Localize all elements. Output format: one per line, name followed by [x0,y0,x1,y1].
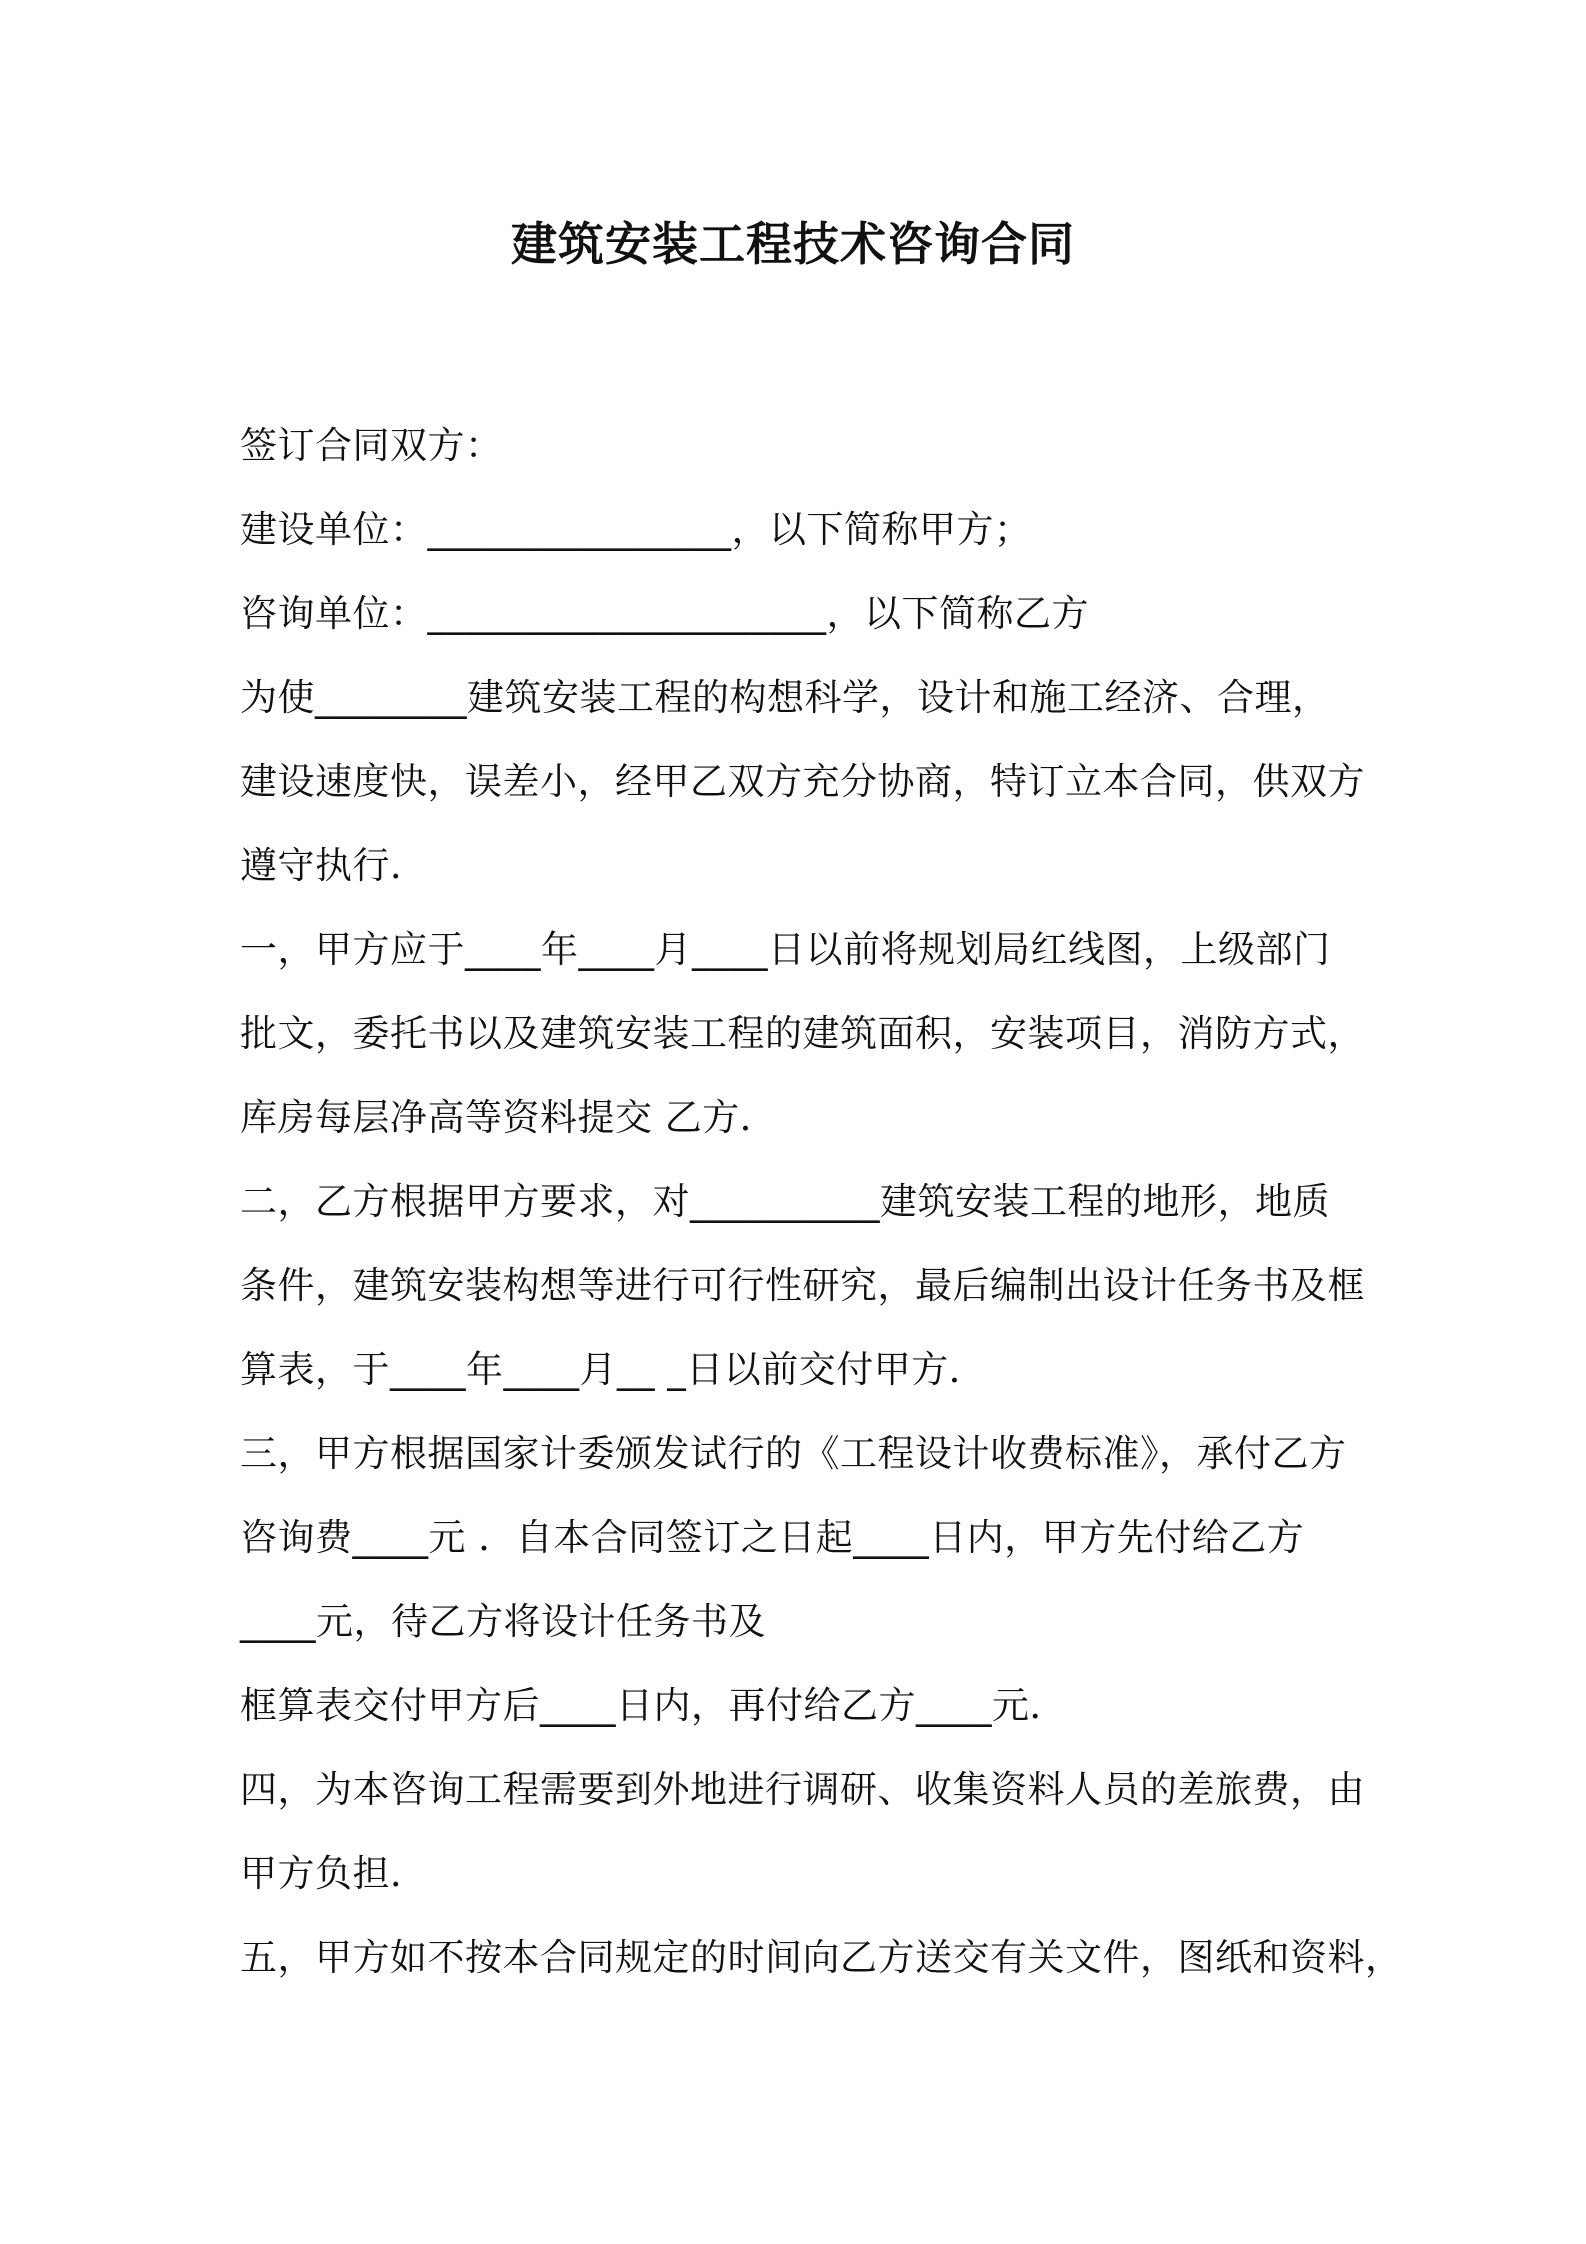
contract-line: 批文，委托书以及建筑安装工程的建筑面积，安装项目，消防方式， [240,1012,1365,1055]
contract-line: 甲方负担． [240,1852,428,1895]
contract-line: 框算表交付甲方后____日内，再付给乙方____元． [240,1684,1067,1727]
contract-line: 五，甲方如不按本合同规定的时间向乙方送交有关文件，图纸和资料， [240,1936,1403,1979]
contract-line: 咨询费____元 ．自本合同签订之日起____日内，甲方先付给乙方 [240,1516,1305,1559]
contract-line: 遵守执行． [240,844,428,887]
contract-line: 建设速度快，误差小，经甲乙双方充分协商，特订立本合同，供双方 [240,760,1365,803]
contract-line: 条件，建筑安装构想等进行可行性研究，最后编制出设计任务书及框 [240,1264,1365,1307]
contract-body [240,404,1403,2000]
contract-line: 一，甲方应于____年____月____日以前将规划局红线图，上级部门 [240,928,1331,971]
contract-line: 二，乙方根据甲方要求，对__________建筑安装工程的地形，地质 [240,1180,1330,1223]
contract-line: 签订合同双方： [240,424,503,467]
contract-line: 四，为本咨询工程需要到外地进行调研、收集资料人员的差旅费，由 [240,1768,1365,1811]
document-title: 建筑安装工程技术咨询合同 [511,217,1075,271]
contract-line: 三，甲方根据国家计委颁发试行的《工程设计收费标准》，承付乙方 [240,1432,1347,1475]
contract-line: 咨询单位：_____________________，以下简称乙方 [240,592,1089,635]
contract-line: 算表，于____年____月__ _日以前交付甲方． [240,1348,987,1391]
contract-line: 建设单位：________________，以下简称甲方； [240,508,1032,551]
contract-line: 库房每层净高等资料提交 乙方． [240,1096,778,1139]
contract-line: ____元，待乙方将设计任务书及 [240,1600,766,1643]
contract-line: 为使________建筑安装工程的构想科学，设计和施工经济、合理， [240,676,1330,719]
